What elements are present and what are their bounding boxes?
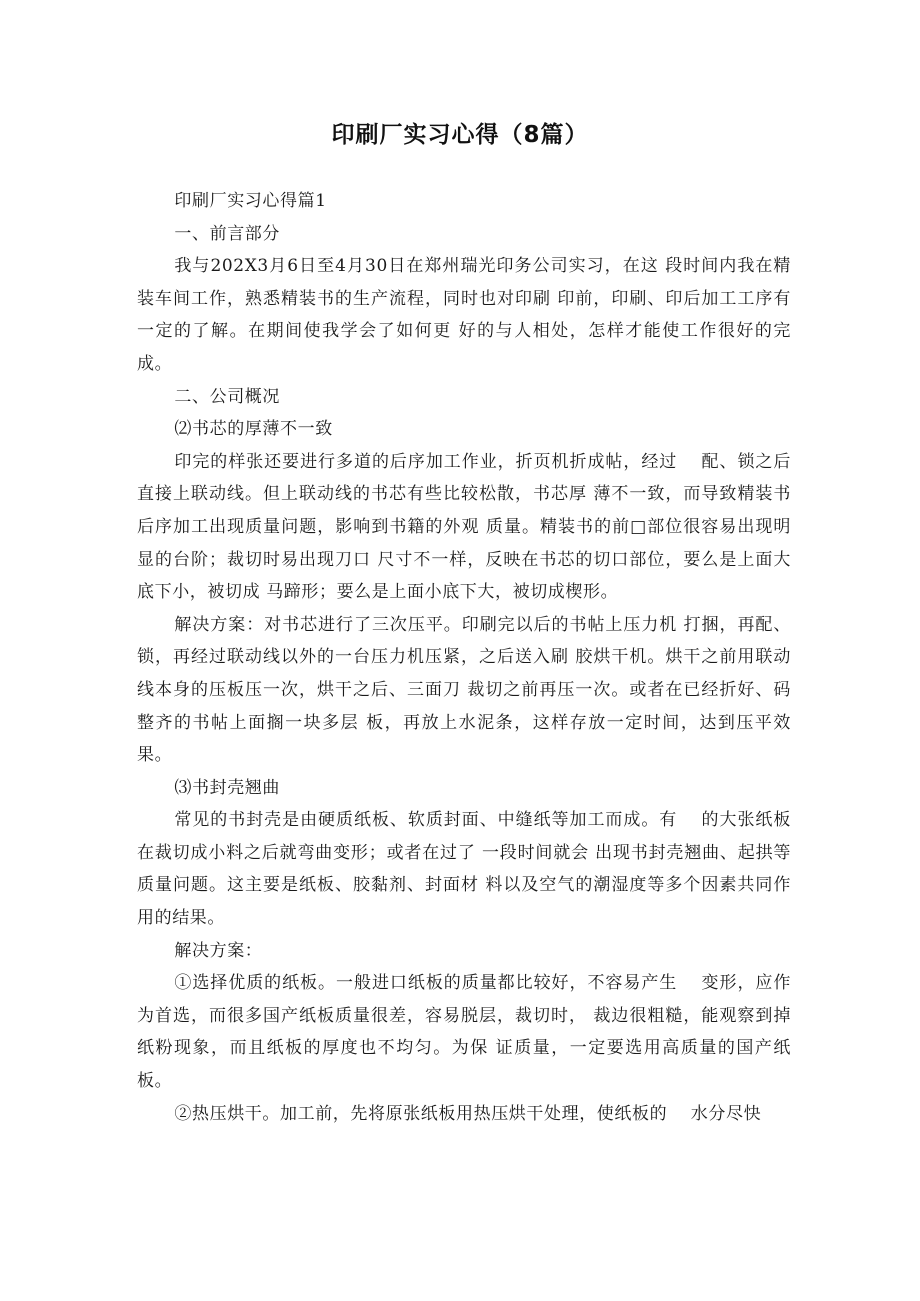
section-heading: 二、公司概况 [174, 386, 280, 407]
subsection-heading: ⑶书封壳翘曲 [174, 777, 280, 798]
document-body [137, 185, 791, 1130]
body-paragraph: 解决方案：对书芯进行了三次压平。印刷完以后的书帖上压力机 打捆，再配、锁，再经过联动线以外的一台压力机压紧，之后送入刷 胶烘干机。烘干之前用联动线本身的压板压一次，烘干之后、三面刀 裁切之前再压一次。或者在已经折好、码整齐的书帖上面搁一块多层 板，再放上水泥条，这样存放一定时间，达到压平效果。 [137, 614, 791, 766]
body-paragraph: ②热压烘干。加工前，先将原张纸板用热压烘干处理，使纸板的 水分尽快 [174, 1103, 762, 1124]
subsection-heading: 解决方案： [174, 940, 263, 961]
body-paragraph: 印完的样张还要进行多道的后序加工作业，折页机折成帖，经过 配、锁之后直接上联动线。但上联动线的书芯有些比较松散，书芯厚 薄不一致，而导致精装书后序加工出现质量问题，影响到书籍的外观 质量。精装书的前□部位很容易出现明显的台阶；裁切时易出现刀口 尺寸不一样，反映在书芯的切口部位，要么是上面大底下小，被切成 马蹄形；要么是上面小底下大，被切成楔形。 [137, 451, 791, 603]
subsection-heading: ⑵书芯的厚薄不一致 [174, 419, 333, 440]
body-paragraph: 常见的书封壳是由硬质纸板、软质封面、中缝纸等加工而成。有 的大张纸板在裁切成小料之后就弯曲变形；或者在过了 一段时间就会 出现书封壳翘曲、起拱等质量问题。这主要是纸板、胶黏剂、封面材 料以及空气的潮湿度等多个因素共同作用的结果。 [137, 810, 791, 929]
section-heading: 一、前言部分 [174, 223, 280, 244]
section-heading: 印刷厂实习心得篇1 [174, 191, 327, 211]
body-paragraph: ①选择优质的纸板。一般进口纸板的质量都比较好，不容易产生 变形，应作为首选，而很多国产纸板质量很差，容易脱层，裁切时， 裁边很粗糙，能观察到掉纸粉现象，而且纸板的厚度也不均匀。为保 证质量，一定要选用高质量的国产纸板。 [137, 973, 791, 1092]
body-paragraph: 我与202X3月6日至4月30日在郑州瑞光印务公司实习，在这 段时间内我在精装车间工作，熟悉精装书的生产流程，同时也对印刷 印前，印刷、印后加工工序有一定的了解。在期间使我学会了如何更 好的与人相处，怎样才能使工作很好的完成。 [137, 256, 791, 374]
document-title: 印刷厂实习心得（8篇） [331, 122, 589, 148]
